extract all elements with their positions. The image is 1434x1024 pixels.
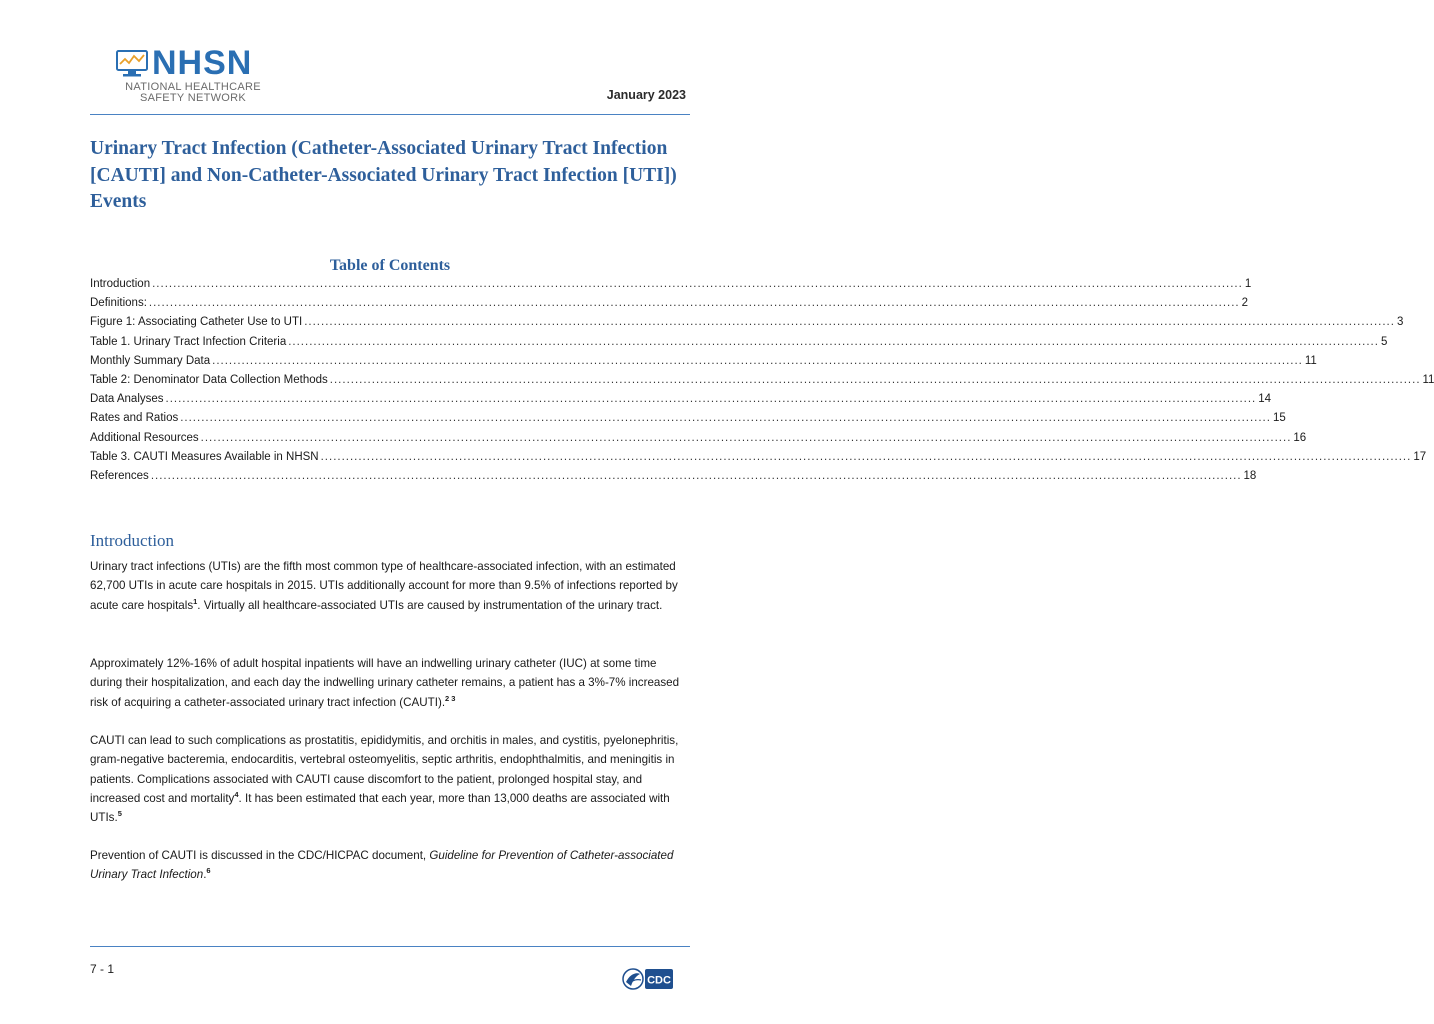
toc-leader-dots: .................................................................................................................................................................................................................................................................... [152,278,1243,290]
citation-superscript: 1 [193,596,198,606]
toc-leader-dots: .................................................................................................................................................................................................................................................................... [148,297,1240,310]
toc-entry[interactable] [90,373,1434,393]
toc-entry-page[interactable]: 11 [1422,373,1434,386]
toc-entry-page[interactable]: 2 [1241,297,1249,310]
intro-paragraph-1 [90,557,690,615]
toc-entry-label[interactable]: Rates and Ratios [90,412,179,425]
footer-divider [90,946,690,947]
para-text: . [203,868,207,882]
intro-paragraph-2 [90,654,690,712]
hhs-eagle-icon [623,969,643,989]
toc-entry[interactable] [90,354,1317,374]
toc-entry[interactable] [90,450,1427,470]
section-heading-introduction: Introduction [90,531,175,550]
logo-subtitle-line2: SAFETY NETWORK [139,92,247,104]
intro-paragraph-3 [90,731,690,827]
para-text: Urinary tract infections (UTIs) are the fifth most common type of healthcare-associated infection, with an estimated 62,700 UTIs in acute care hospitals in 2015. UTIs additionally account for more than 9.5% of infections reported by acute care hospitals [90,560,678,612]
toc-entry-label[interactable]: Monthly Summary Data [90,354,211,367]
toc-entry-page[interactable]: 3 [1396,316,1404,329]
nhsn-logo [116,44,266,104]
toc-leader-dots: .................................................................................................................................................................................................................................................................... [288,335,1379,348]
toc-entry-label[interactable]: Additional Resources [90,431,199,444]
citation-superscript: 5 [117,809,122,819]
logo-subtitle-line1: NATIONAL HEALTHCARE [125,81,261,93]
toc-leader-dots: .................................................................................................................................................................................................................................................................... [180,412,1271,425]
toc-entry[interactable] [90,469,1257,489]
toc-heading: Table of Contents [329,257,451,274]
toc-entry[interactable] [90,431,1307,451]
cdc-logo [622,962,674,996]
page-number: 7 - 1 [90,962,115,976]
toc-entry-label[interactable]: Figure 1: Associating Catheter Use to UTI [90,316,303,329]
toc-entry-page[interactable]: 1 [1244,278,1252,290]
para-text: CAUTI can lead to such complications as prostatitis, epididymitis, and orchitis in males, and cystitis, pyelonephritis, gram-negative bacteremia, endocarditis, vertebral osteomyelitis, septic arthritis, endophthalmitis, and meningitis in patients. Complications associated with CAUTI cause discomfort to the patient, prolonged hospital stay, and increased cost and mortality [90,734,679,805]
toc-entry-page[interactable]: 16 [1293,431,1307,444]
cdc-logo-text: CDC [647,974,671,987]
toc-leader-dots: .................................................................................................................................................................................................................................................................... [320,450,1412,463]
header-divider [90,114,690,115]
para-text: Approximately 12%-16% of adult hospital inpatients will have an indwelling urinary catheter (IUC) at some time during their hospitalization, and each day the indwelling urinary catheter remains, a patient has a 3%-7% increased risk of acquiring a catheter-associated urinary tract infection (CAUTI). [90,657,680,709]
toc-leader-dots: .................................................................................................................................................................................................................................................................... [329,373,1421,386]
toc-leader-dots: .................................................................................................................................................................................................................................................................... [212,354,1303,367]
toc-entry[interactable] [90,278,1252,297]
para-text: . Virtually all healthcare-associated UTIs are caused by instrumentation of the urinary tract. [197,598,663,612]
citation-superscript: 4 [234,789,239,799]
toc-entry[interactable] [90,335,1388,355]
para-text: Prevention of CAUTI is discussed in the CDC/HICPAC document, [90,849,430,862]
toc-entry-label[interactable]: Table 1. Urinary Tract Infection Criteria [90,335,287,348]
toc-leader-dots: .................................................................................................................................................................................................................................................................... [150,469,1242,482]
logo-wordmark: NHSN [152,44,253,82]
toc-entry-label[interactable]: Table 2: Denominator Data Collection Methods [90,373,328,386]
para-text: . It has been estimated that each year, more than 13,000 deaths are associated with UTIs. [90,791,670,825]
citation-superscript: 2 3 [445,693,456,703]
table-of-contents [90,278,1434,489]
toc-entry-page[interactable]: 5 [1380,335,1388,348]
toc-entry-label[interactable]: Definitions: [90,297,147,310]
toc-entry[interactable] [90,393,1272,412]
toc-entry[interactable] [90,412,1286,431]
toc-entry-label[interactable]: Data Analyses [90,393,164,406]
toc-leader-dots: .................................................................................................................................................................................................................................................................... [304,316,1395,329]
citation-superscript: 6 [206,866,211,876]
toc-leader-dots: .................................................................................................................................................................................................................................................................... [165,393,1257,406]
toc-entry-label[interactable]: Table 3. CAUTI Measures Available in NHSN [90,450,319,463]
toc-entry-page[interactable]: 11 [1304,354,1317,367]
toc-entry-page[interactable]: 17 [1413,450,1427,463]
toc-leader-dots: .................................................................................................................................................................................................................................................................... [200,431,1292,444]
toc-entry-label[interactable]: References [90,469,149,482]
header-date: January 2023 [606,88,686,102]
toc-entry[interactable] [90,316,1404,335]
intro-paragraph-4 [90,846,690,885]
toc-entry[interactable] [90,297,1249,316]
nhsn-monitor-icon [116,50,148,78]
toc-entry-page[interactable]: 14 [1258,393,1272,406]
toc-entry-label[interactable]: Introduction [90,278,151,290]
document-title: Urinary Tract Infection (Catheter-Associated Urinary Tract Infection [CAUTI] and Non-Catheter-Associated Urinary Tract Infection [UTI]) Events [90,138,677,212]
toc-entry-page[interactable]: 18 [1243,469,1257,482]
guideline-title: Guideline for Prevention of Catheter-associated Urinary Tract Infection [90,849,674,882]
toc-entry-page[interactable]: 15 [1272,412,1286,425]
